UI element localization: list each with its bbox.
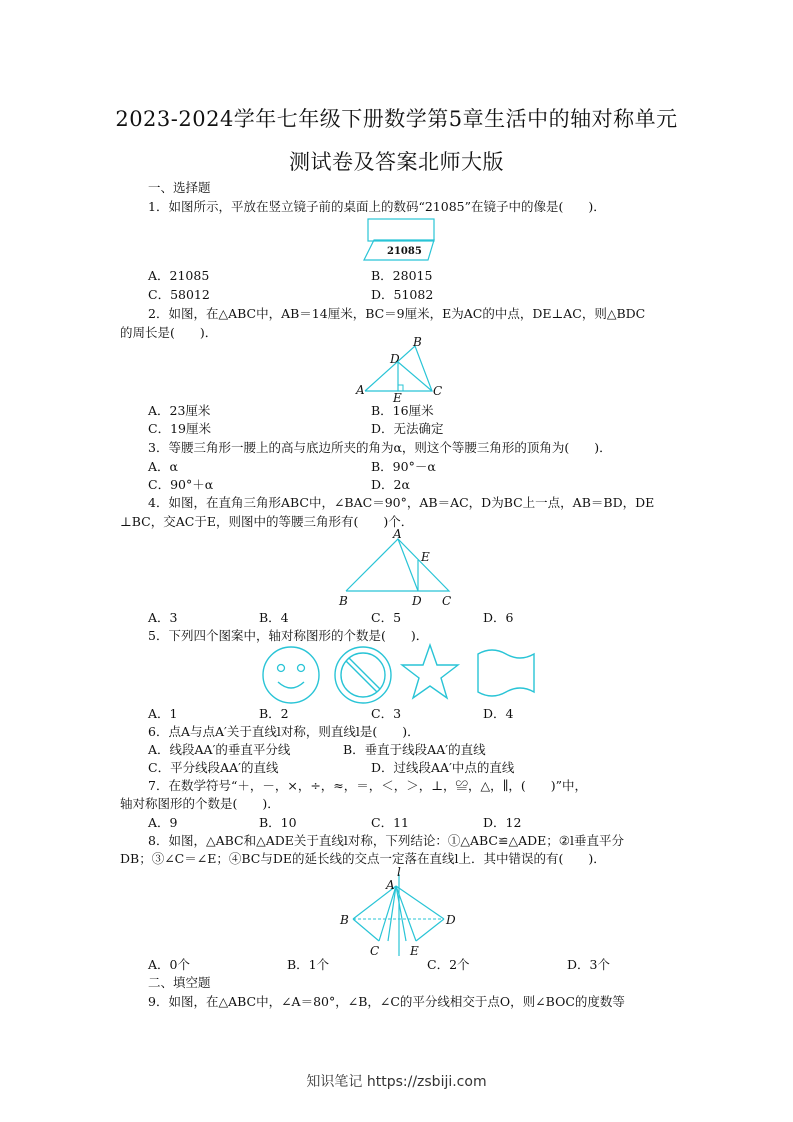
q8-label-c: C	[370, 944, 380, 958]
q7-stem-line1: 7．在数学符号“＋，－，×，÷，≈，＝，＜，＞，⊥，≌，△，∥，( )”中，	[148, 778, 588, 793]
q8-label-l: l	[397, 865, 401, 879]
q3-option-d: D．2α	[371, 477, 410, 492]
q4-right-triangle-figure	[336, 527, 461, 611]
q2-triangle-figure	[352, 335, 447, 405]
q7-option-b: B．10	[259, 815, 297, 830]
section-fill-heading: 二、填空题	[148, 975, 211, 990]
q2-option-b: B．16厘米	[371, 403, 434, 418]
q7-option-d: D．12	[483, 815, 522, 830]
q2-option-c: C．19厘米	[148, 421, 211, 436]
q8-label-a: A	[386, 878, 395, 892]
q5-option-b: B．2	[259, 706, 289, 721]
q5-pattern-star	[400, 643, 460, 701]
q6-option-a: A．线段AA′的垂直平分线	[148, 742, 291, 757]
q2-stem-line1: 2．如图，在△ABC中，AB＝14厘米，BC＝9厘米，E为AC的中点，DE⊥AC，则△BDC	[148, 306, 646, 321]
q2-label-e: E	[393, 391, 402, 405]
q2-label-c: C	[433, 384, 443, 398]
q5-stem: 5．下列四个图案中，轴对称图形的个数是( )．	[148, 628, 429, 643]
q3-option-c: C．90°＋α	[148, 477, 214, 492]
q8-option-b: B．1个	[287, 957, 330, 972]
q8-option-c: C．2个	[427, 957, 470, 972]
q5-option-c: C．3	[371, 706, 402, 721]
doc-title-line2: 测试卷及答案北师大版	[289, 150, 504, 174]
q4-stem-line2: ⊥BC，交AC于E，则图中的等腰三角形有( )个．	[120, 514, 414, 529]
q5-pattern-flag	[474, 648, 536, 700]
q6-option-c: C．平分线段AA′的直线	[148, 760, 279, 775]
q8-stem-line1: 8．如图，△ABC和△ADE关于直线l对称，下列结论：①△ABC≌△ADE；②l垂直平分	[148, 833, 624, 848]
q6-stem: 6．点A与点A′关于直线l对称，则直线l是( )．	[148, 724, 420, 739]
q1-stem: 1．如图所示，平放在竖立镜子前的桌面上的数码“21085”在镜子中的像是( )．	[148, 199, 606, 214]
q6-option-b: B．垂直于线段AA′的直线	[343, 742, 486, 757]
q1-option-d: D．51082	[371, 287, 434, 302]
q1-option-c: C．58012	[148, 287, 210, 302]
q4-option-d: D．6	[483, 610, 514, 625]
section-choice-heading: 一、选择题	[148, 180, 211, 195]
q4-label-d: D	[412, 594, 422, 608]
q2-label-d: D	[390, 352, 400, 366]
q4-stem-line1: 4．如图，在直角三角形ABC中，∠BAC＝90°，AB＝AC，D为BC上一点，AB＝BD，DE	[148, 495, 655, 510]
q6-option-d: D．过线段AA′中点的直线	[371, 760, 515, 775]
q3-option-b: B．90°－α	[371, 459, 436, 474]
q2-option-a: A．23厘米	[148, 403, 211, 418]
q5-option-a: A．1	[148, 706, 178, 721]
q7-option-c: C．11	[371, 815, 409, 830]
q3-option-a: A．α	[148, 459, 178, 474]
q3-stem: 3．等腰三角形一腰上的高与底边所夹的角为α，则这个等腰三角形的顶角为( )．	[148, 440, 612, 455]
q2-label-a: A	[356, 383, 365, 397]
q4-option-a: A．3	[148, 610, 178, 625]
q5-pattern-smiley	[260, 644, 322, 706]
q4-label-a: A	[393, 527, 402, 541]
q2-label-b: B	[413, 335, 422, 349]
q1-option-b: B．28015	[371, 268, 433, 283]
q4-option-b: B．4	[259, 610, 289, 625]
q5-pattern-no-sign	[332, 644, 394, 706]
q8-option-a: A．0个	[148, 957, 190, 972]
q8-label-d: D	[446, 913, 456, 927]
q4-label-e: E	[421, 550, 430, 564]
q7-stem-line2: 轴对称图形的个数是( )．	[120, 796, 280, 811]
q1-figure-number: 21085	[387, 246, 422, 257]
q4-label-b: B	[339, 594, 348, 608]
q8-label-e: E	[410, 944, 419, 958]
q2-option-d: D．无法确定	[371, 421, 444, 436]
doc-title-line1: 2023-2024学年七年级下册数学第5章生活中的轴对称单元	[115, 107, 678, 131]
q1-option-a: A．21085	[148, 268, 210, 283]
q4-label-c: C	[442, 594, 452, 608]
footer-watermark: 知识笔记 https://zsbiji.com	[306, 1074, 487, 1090]
q8-option-d: D．3个	[567, 957, 610, 972]
q7-option-a: A．9	[148, 815, 178, 830]
q8-stem-line2: DB；③∠C＝∠E；④BC与DE的延长线的交点一定落在直线l上．其中错误的有( )．	[120, 851, 606, 866]
q8-label-b: B	[340, 913, 349, 927]
q5-option-d: D．4	[483, 706, 514, 721]
q1-mirror-figure	[362, 218, 442, 262]
q9-stem: 9．如图，在△ABC中，∠A＝80°，∠B，∠C的平分线相交于点O，则∠BOC的度数等	[148, 994, 625, 1009]
q8-symmetry-figure	[336, 866, 461, 958]
q2-stem-line2: 的周长是( )．	[120, 325, 218, 340]
q4-option-c: C．5	[371, 610, 402, 625]
